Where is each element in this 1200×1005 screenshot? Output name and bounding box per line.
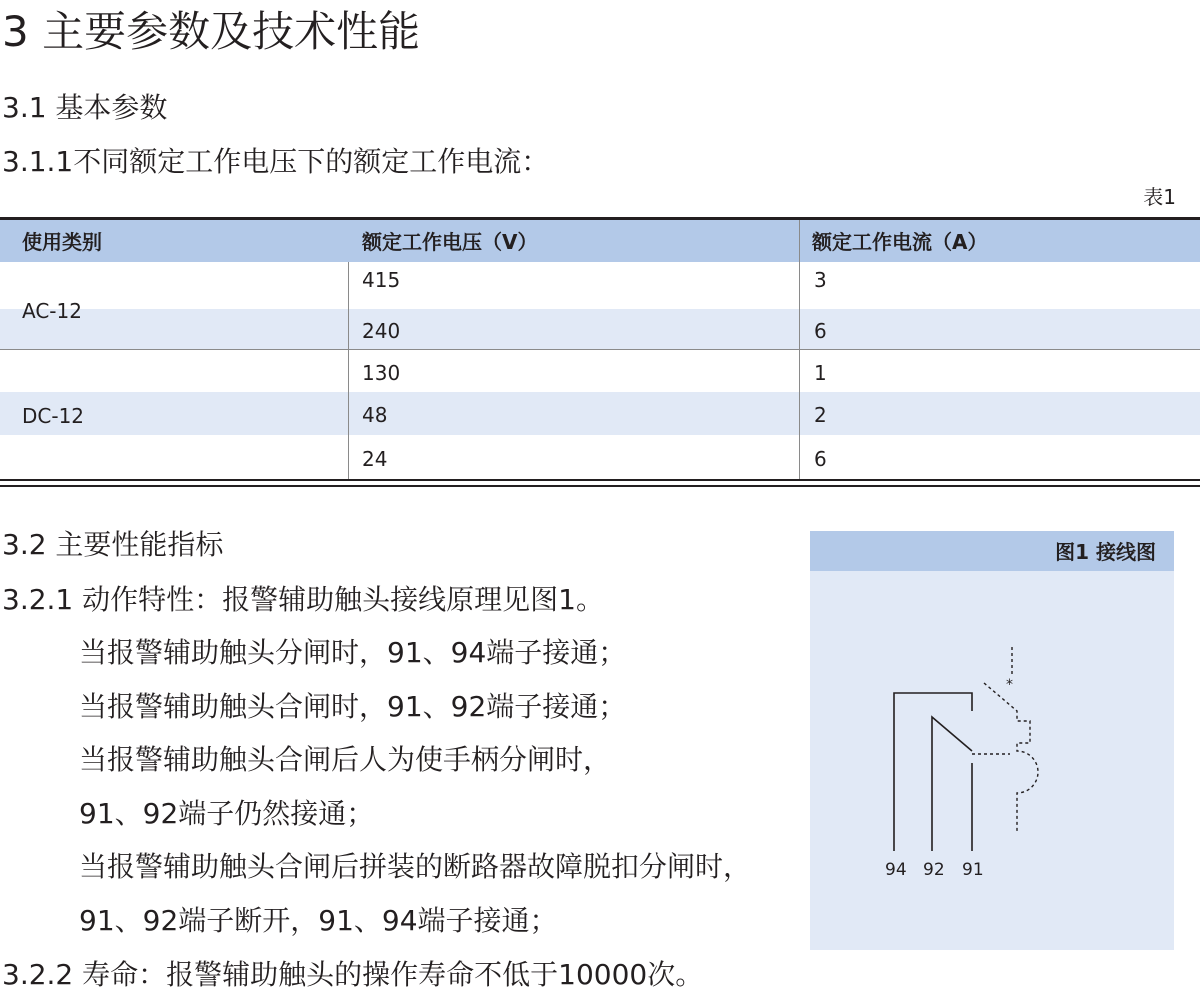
body-line: 当报警辅助触头合闸后拼装的断路器故障脱扣分闸时， (79, 850, 752, 883)
wiring-diagram-panel (810, 531, 1174, 950)
terminal-label-92: 92 (923, 860, 945, 880)
table-cell-current: 3 (814, 268, 827, 292)
section-3-2-2-text: 3.2.2 寿命：报警辅助触头的操作寿命不低于10000次。 (2, 958, 704, 991)
body-line: 91、92端子仍然接通； (79, 797, 375, 830)
group-divider (0, 349, 1200, 350)
rated-current-table (0, 217, 1200, 489)
terminal-label-94: 94 (885, 860, 907, 880)
trip-star: * (1006, 677, 1013, 693)
column-divider (799, 220, 800, 479)
body-line: 当报警辅助触头合闸时，91、92端子接通； (79, 690, 627, 723)
header-voltage: 额定工作电压（V） (362, 230, 538, 254)
table-cell-current: 2 (814, 403, 827, 427)
mechanism-dashed (984, 683, 1038, 833)
table-caption: 表1 (1143, 185, 1176, 209)
figure-header (810, 531, 1174, 571)
header-category: 使用类别 (22, 230, 102, 254)
section-3-2-1-text: 3.2.1 动作特性：报警辅助触头接线原理见图1。 (2, 583, 604, 616)
contact-94-wire (894, 693, 972, 851)
table-cell-voltage: 24 (362, 447, 388, 471)
column-divider (348, 262, 349, 479)
table-bottom-rule (0, 479, 1200, 481)
table-cell-category: DC-12 (22, 404, 85, 428)
body-line: 91、92端子断开，91、94端子接通； (79, 904, 558, 937)
table-header-row (0, 220, 1200, 262)
table-cell-voltage: 48 (362, 403, 388, 427)
table-cell-voltage: 240 (362, 319, 401, 343)
table-cell-voltage: 130 (362, 361, 401, 385)
page-title: 3 主要参数及技术性能 (2, 7, 421, 56)
terminal-label-91: 91 (962, 860, 984, 880)
figure-title: 图1 接线图 (1055, 540, 1156, 564)
row-stripe (0, 392, 1200, 435)
table-cell-category: AC-12 (22, 299, 82, 323)
table-cell-current: 6 (814, 447, 827, 471)
header-current: 额定工作电流（A） (812, 230, 988, 254)
table-cell-voltage: 415 (362, 268, 401, 292)
section-3-1-1-heading: 3.1.1不同额定工作电压下的额定工作电流： (2, 145, 550, 178)
wiring-diagram (810, 571, 1174, 950)
table-cell-current: 6 (814, 319, 827, 343)
section-3-1-heading: 3.1 基本参数 (2, 91, 168, 124)
body-line: 当报警辅助触头分闸时，91、94端子接通； (79, 636, 627, 669)
contact-92-lever (932, 717, 972, 851)
table-bottom-rule (0, 485, 1200, 487)
section-3-2-heading: 3.2 主要性能指标 (2, 528, 224, 561)
table-cell-current: 1 (814, 361, 827, 385)
row-stripe (0, 309, 1200, 349)
body-line: 当报警辅助触头合闸后人为使手柄分闸时， (79, 743, 612, 776)
